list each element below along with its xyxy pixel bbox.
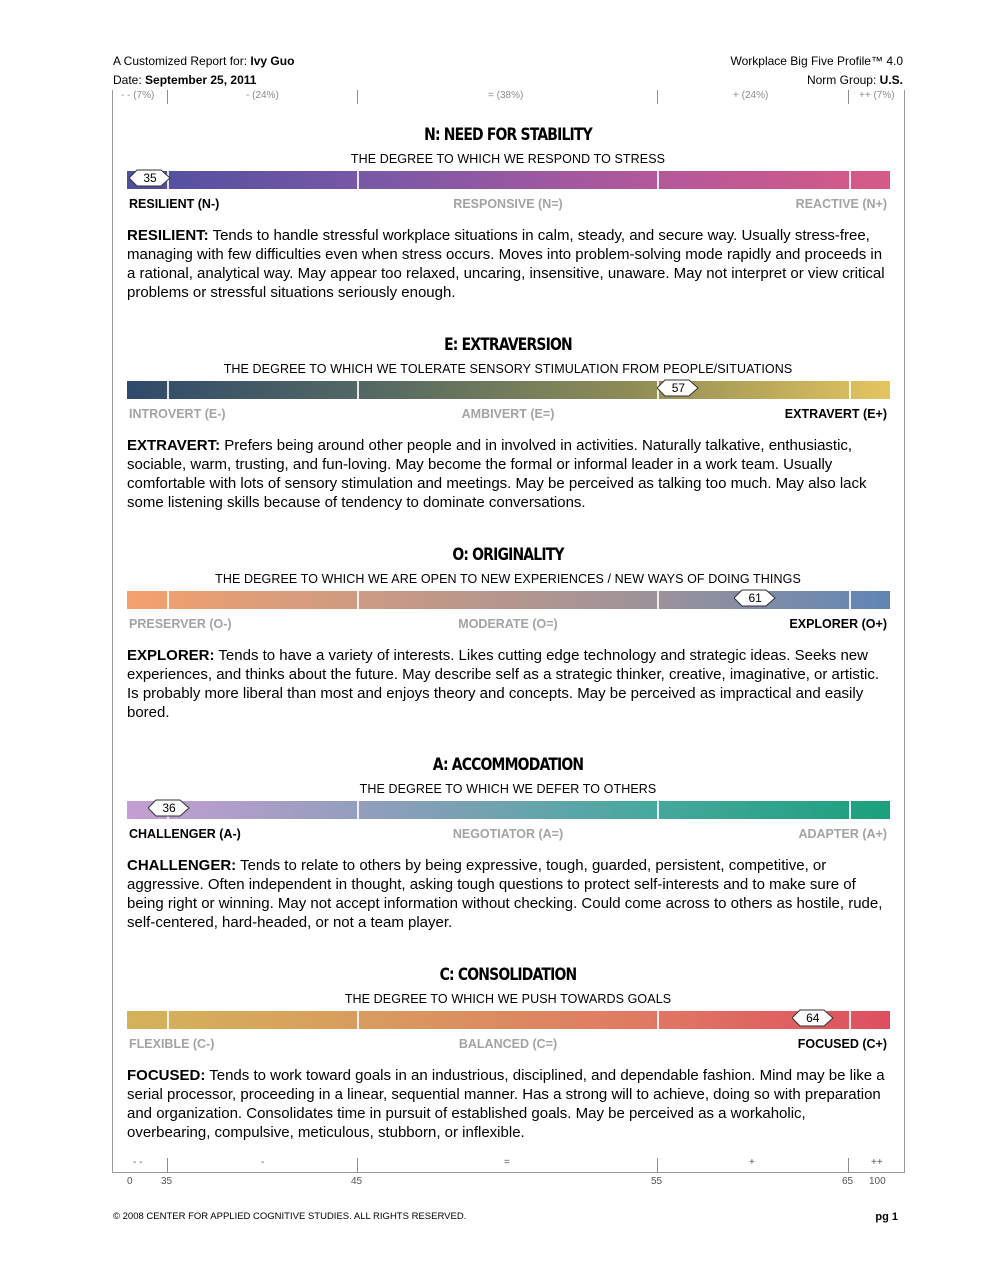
description-text: Tends to have a variety of interests. Likes cutting edge technology and strategic ideas. Seeks new experiences, and thinks about the future. May describe self as a strategic thinker, creative, imaginative, or artistic. Is probably more liberal than most and enjoys theory and concepts. May be perceived as impractical and easily bored. [127, 647, 880, 721]
top-scale-divider [657, 90, 658, 104]
trait-description [127, 646, 892, 722]
trait-score-bar [127, 1011, 890, 1029]
trait-title: A: ACCOMMODATION [432, 755, 584, 775]
bar-divider [357, 1011, 359, 1029]
top-scale-divider [357, 90, 358, 104]
description-term: CHALLENGER: [127, 857, 237, 874]
top-scale-divider [167, 90, 168, 104]
bar-divider [357, 381, 359, 399]
bar-divider [167, 591, 169, 609]
bottom-scale-number: 35 [161, 1176, 173, 1187]
top-scale-low: - (24%) [246, 90, 279, 101]
bottom-scale-number: 45 [351, 1176, 363, 1187]
description-text: Tends to relate to others by being expressive, tough, guarded, persistent, competitive, or aggressive. Often independent in thought, asking tough questions to protect self-interests and to make sure of being right or winning. May not accept information without checking. Could come across to others as hostile, rude, self-centered, hard-headed, or not a team player. [127, 857, 883, 931]
bar-divider [849, 1011, 851, 1029]
date-value: September 25, 2011 [145, 73, 257, 87]
bar-divider [657, 1011, 659, 1029]
bottom-scale-number: 100 [869, 1176, 886, 1187]
bar-divider [849, 171, 851, 189]
trait-description [127, 856, 892, 932]
high-pole-label: EXPLORER (O+) [789, 617, 887, 631]
bottom-scale-very-high: ++ [871, 1157, 883, 1168]
bottom-scale-number: 65 [842, 1176, 854, 1187]
trait-subtitle: THE DEGREE TO WHICH WE DEFER TO OTHERS [359, 782, 657, 796]
description-text: Prefers being around other people and in involved in activities. Naturally talkative, enthusiastic, sociable, warm, trusting, and fun-loving. May become the formal or informal leader in a work team. Usually comfortable with lots of sensory stimulation and meetings. May be perceived as talking too much. May also lack some listening skills because of tendency to dominate conversations. [127, 437, 867, 511]
date-line [113, 73, 256, 87]
description-term: FOCUSED: [127, 1067, 206, 1084]
high-pole-label: FOCUSED (C+) [797, 1037, 887, 1051]
mid-pole-label: MODERATE (O=) [458, 617, 558, 631]
score-marker [129, 169, 171, 187]
low-pole-label: FLEXIBLE (C-) [129, 1037, 215, 1051]
report-for-line [113, 54, 294, 68]
bar-divider [357, 801, 359, 819]
trait-subtitle: THE DEGREE TO WHICH WE TOLERATE SENSORY STIMULATION FROM PEOPLE/SITUATIONS [223, 362, 793, 376]
mid-pole-label: NEGOTIATOR (A=) [452, 827, 564, 841]
bar-divider [657, 801, 659, 819]
bar-divider [849, 381, 851, 399]
mid-pole-label: RESPONSIVE (N=) [453, 197, 563, 211]
report-for-label: A Customized Report for: [113, 54, 248, 68]
description-text: Tends to work toward goals in an industrious, disciplined, and dependable fashion. Mind may be like a serial processor, proceeding in a linear, sequential manner. Has a strong will to achieve, doing so with preparation and organization. Consolidates time in pursuit of established goals. May be perceived as a workaholic, overbearing, compulsive, meticulous, stubborn, or inflexible. [127, 1067, 885, 1141]
norm-group-value: U.S. [879, 73, 903, 87]
trait-title: N: NEED FOR STABILITY [424, 125, 592, 145]
bar-divider [657, 591, 659, 609]
description-term: RESILIENT: [127, 227, 209, 244]
top-scale-mid: = (38%) [488, 90, 524, 101]
trait-section [113, 965, 903, 1165]
trait-title: E: EXTRAVERSION [444, 335, 572, 355]
bottom-scale-high: + [749, 1157, 755, 1168]
high-pole-label: REACTIVE (N+) [795, 197, 887, 211]
description-text: Tends to handle stressful workplace situations in calm, steady, and secure way. Usually stress-free, managing with few difficulties even when stress occurs. Moves into problem-solving mode rapidly and proceeds in a rational, analytical way. May appear too relaxed, uncaring, insensitive, unaware. May not interpret or view critical problems or stressful situations seriously enough. [127, 227, 885, 301]
bar-divider [167, 1011, 169, 1029]
trait-subtitle: THE DEGREE TO WHICH WE RESPOND TO STRESS [350, 152, 666, 166]
description-term: EXTRAVERT: [127, 437, 221, 454]
bottom-scale-very-low: - - [133, 1157, 143, 1168]
trait-description [127, 226, 892, 302]
product-name: Workplace Big Five Profile™ 4.0 [730, 54, 903, 68]
trait-subtitle: THE DEGREE TO WHICH WE PUSH TOWARDS GOALS [344, 992, 672, 1006]
bottom-scale-divider [848, 1158, 849, 1173]
bar-divider [357, 591, 359, 609]
trait-score-bar [127, 171, 890, 189]
page-number: pg 1 [875, 1211, 898, 1223]
bottom-scale-divider [357, 1158, 358, 1173]
norm-group-line [807, 73, 903, 87]
score-value: 36 [162, 801, 176, 815]
score-marker [148, 799, 190, 817]
bar-divider [849, 591, 851, 609]
high-pole-label: EXTRAVERT (E+) [784, 407, 887, 421]
trait-score-bar [127, 591, 890, 609]
trait-title: C: CONSOLIDATION [439, 965, 577, 985]
copyright-notice: © 2008 CENTER FOR APPLIED COGNITIVE STUDIES. ALL RIGHTS RESERVED. [113, 1211, 467, 1222]
trait-description [127, 436, 892, 512]
trait-title: O: ORIGINALITY [452, 545, 564, 565]
trait-description [127, 1066, 892, 1142]
date-label: Date: [113, 73, 142, 87]
mid-pole-label: AMBIVERT (E=) [461, 407, 555, 421]
low-pole-label: INTROVERT (E-) [129, 407, 226, 421]
report-for-name: Ivy Guo [250, 54, 295, 68]
low-pole-label: RESILIENT (N-) [129, 197, 220, 211]
score-marker [792, 1009, 834, 1027]
score-value: 64 [806, 1011, 820, 1025]
trait-section [113, 755, 903, 955]
score-marker [734, 589, 776, 607]
trait-subtitle: THE DEGREE TO WHICH WE ARE OPEN TO NEW EXPERIENCES / NEW WAYS OF DOING THINGS [215, 572, 801, 586]
trait-section [113, 125, 903, 325]
trait-section [113, 545, 903, 745]
top-scale-very-high: ++ (7%) [859, 90, 895, 101]
bottom-scale-divider [657, 1158, 658, 1173]
bar-divider [167, 381, 169, 399]
trait-score-bar [127, 801, 890, 819]
trait-score-bar [127, 381, 890, 399]
score-value: 57 [671, 381, 686, 395]
mid-pole-label: BALANCED (C=) [458, 1037, 558, 1051]
trait-section [113, 335, 903, 535]
norm-group-label: Norm Group: [806, 73, 877, 87]
bottom-scale-low: - [261, 1157, 265, 1168]
bar-divider [849, 801, 851, 819]
score-value: 61 [748, 591, 762, 605]
bar-divider [357, 171, 359, 189]
low-pole-label: PRESERVER (O-) [129, 617, 232, 631]
bottom-scale-number: 55 [651, 1176, 663, 1187]
frame-bottom-rule [112, 1172, 904, 1173]
high-pole-label: ADAPTER (A+) [798, 827, 887, 841]
top-scale-divider [848, 90, 849, 104]
bottom-scale-divider [167, 1158, 168, 1173]
top-scale-high: + (24%) [733, 90, 769, 101]
score-value: 35 [143, 171, 157, 185]
bar-divider [657, 171, 659, 189]
low-pole-label: CHALLENGER (A-) [129, 827, 241, 841]
score-marker [657, 379, 699, 397]
bottom-scale-mid: = [504, 1157, 510, 1168]
top-scale-very-low: - - (7%) [121, 90, 155, 101]
description-term: EXPLORER: [127, 647, 215, 664]
bottom-scale-number: 0 [127, 1176, 133, 1187]
